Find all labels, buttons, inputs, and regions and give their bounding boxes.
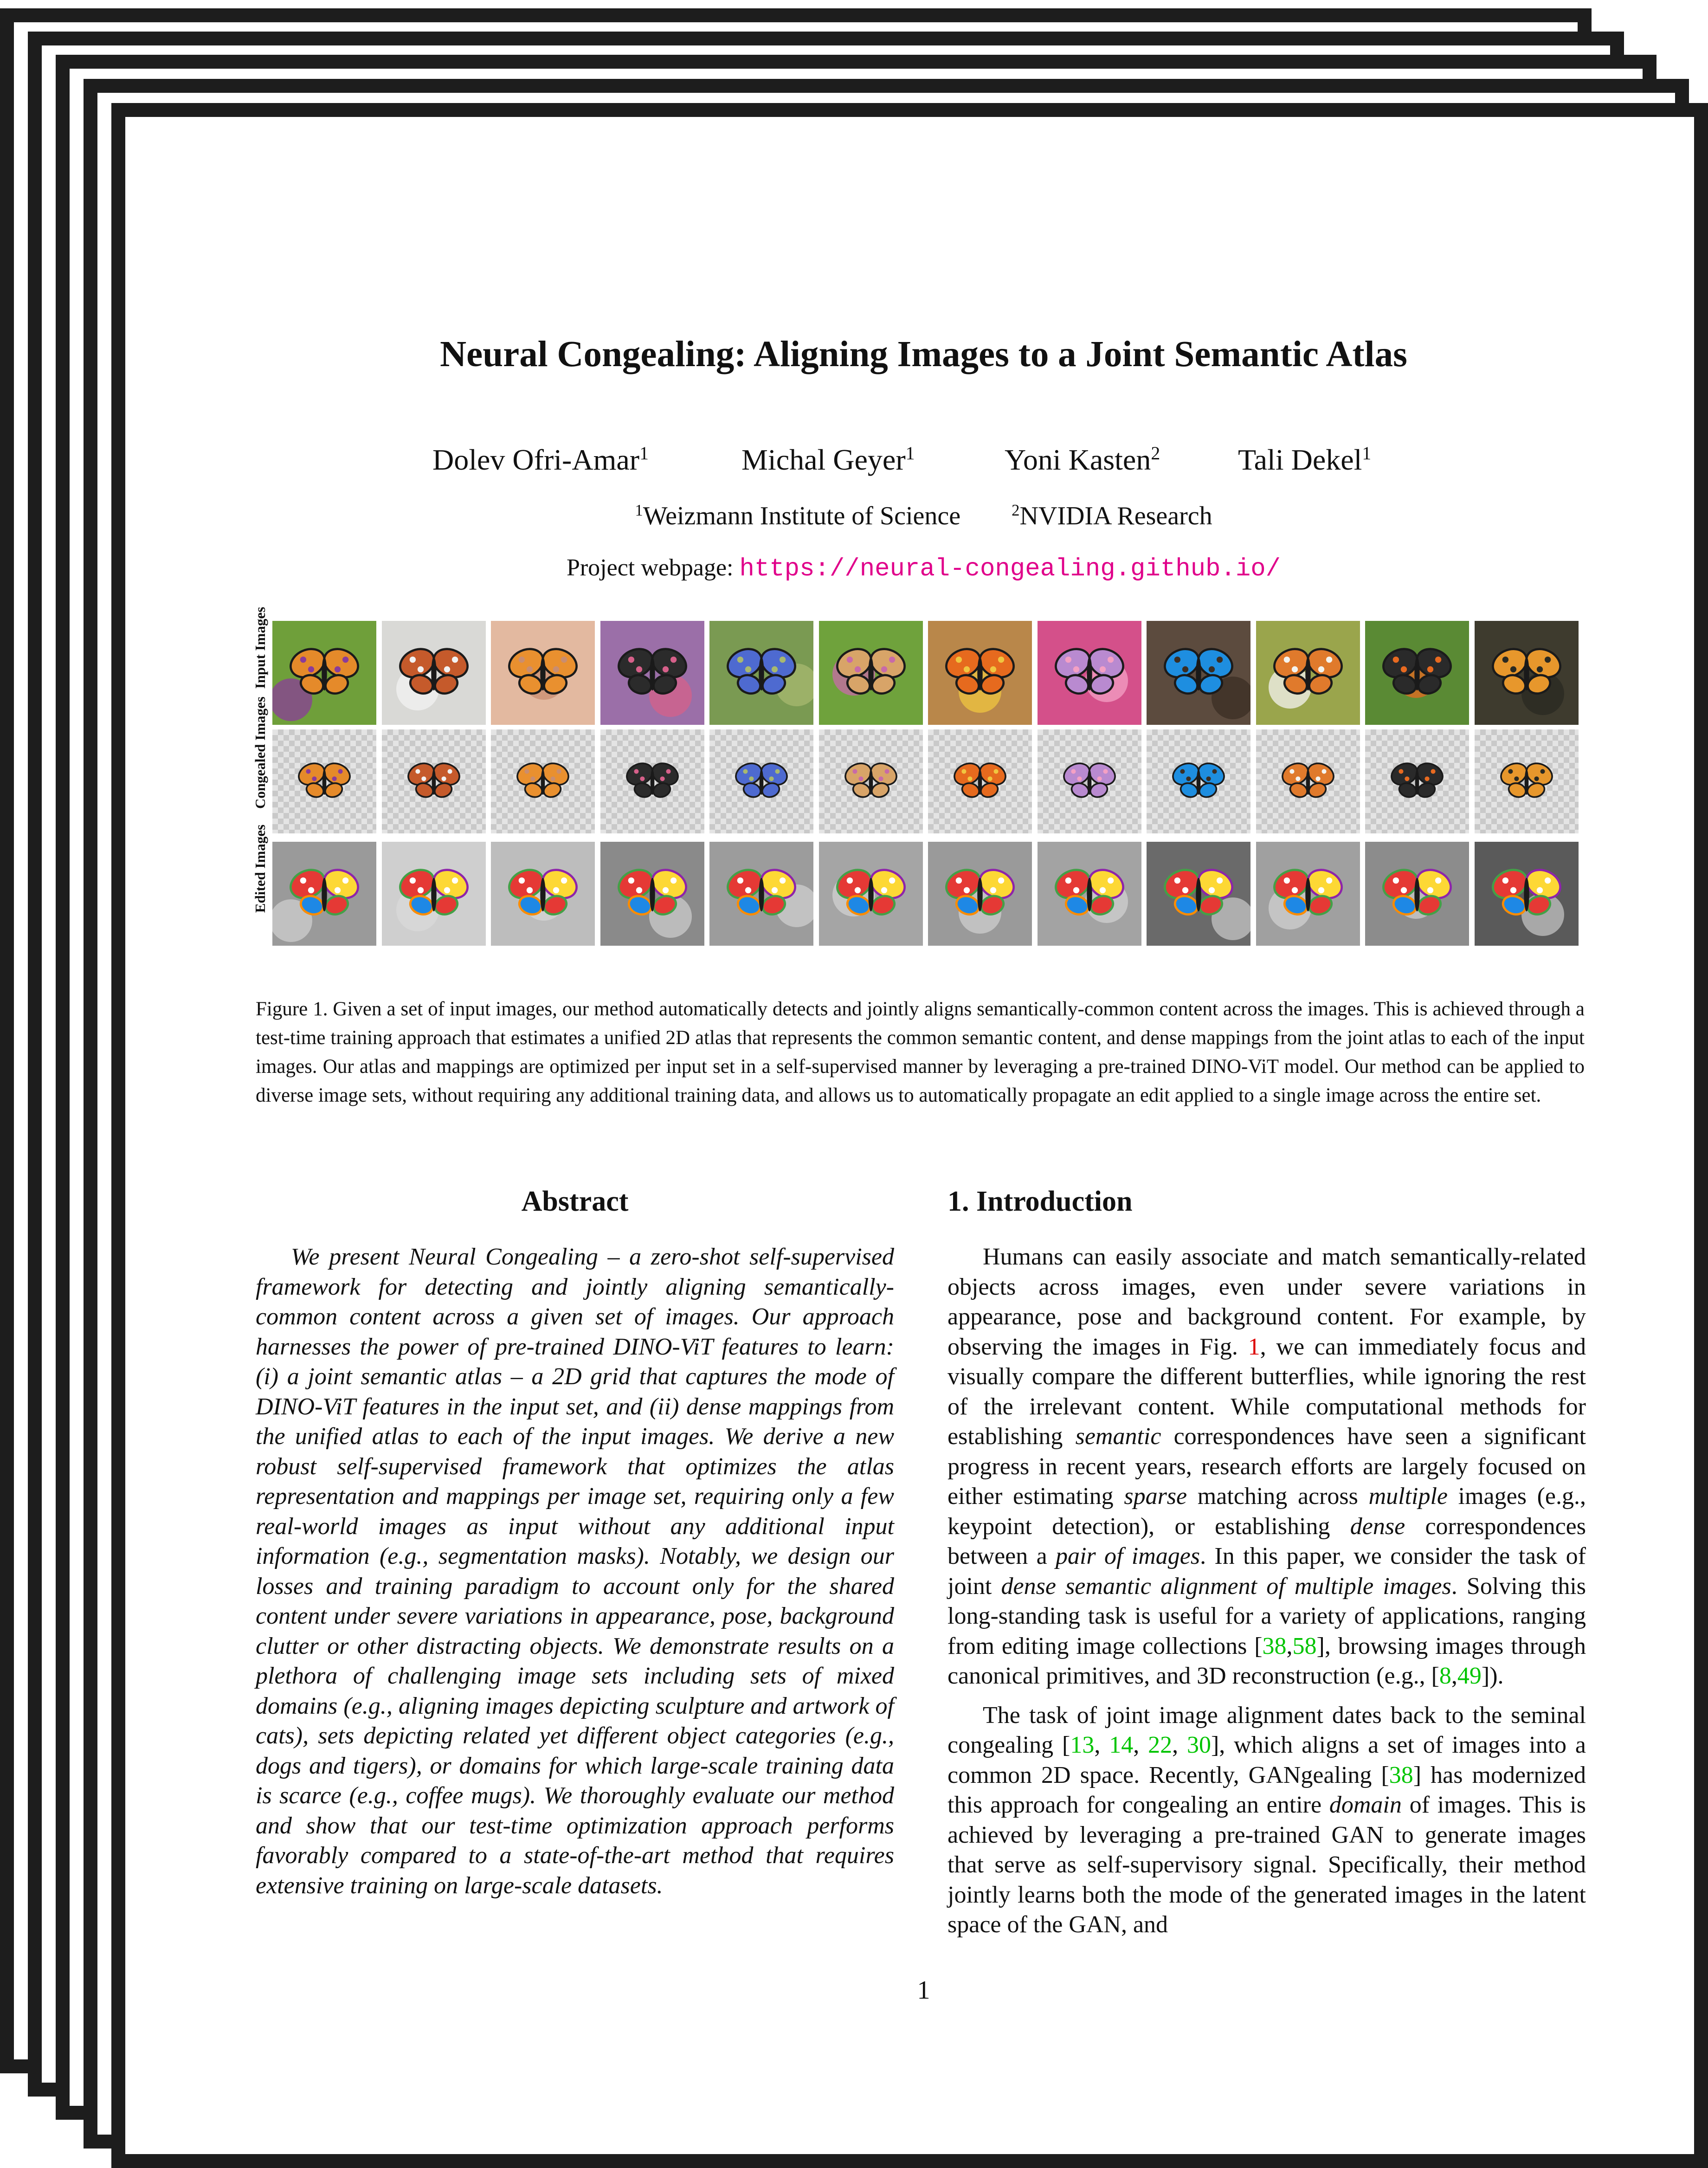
input-image [1475,621,1579,725]
input-image [382,621,486,725]
author [1005,443,1160,477]
citation-link[interactable]: 22 [1148,1732,1173,1758]
affil-mark: 1 [635,501,643,519]
author [432,443,649,477]
congealed-image [1256,729,1360,833]
congealed-image [272,729,376,833]
edited-image [928,842,1032,946]
edited-image [1038,842,1141,946]
congealed-image [600,729,704,833]
input-image [819,621,923,725]
citation-link[interactable]: 58 [1292,1632,1317,1659]
webpage-label: Project webpage: [566,555,734,581]
edited-image [819,842,923,946]
edited-image [709,842,813,946]
paper-title: Neural Congealing: Aligning Images to a Joint Semantic Atlas [440,334,1407,374]
author-affil-mark: 1 [639,443,649,464]
input-image [600,621,704,725]
project-webpage [125,554,1708,583]
input-image [1038,621,1141,725]
edited-image [1256,842,1360,946]
citation-link[interactable]: 13 [1070,1732,1095,1758]
edited-image [491,842,595,946]
citation-link[interactable]: 30 [1186,1732,1211,1758]
intro-heading: 1. Introduction [947,1186,1133,1217]
affil-mark: 2 [1012,501,1020,519]
input-image [491,621,595,725]
citation-link[interactable]: 8 [1439,1663,1451,1689]
abstract-text: We present Neural Congealing – a zero-shot self-supervised framework for detecting and jointly aligning semantically-common content across a given set of images. Our approach harnesses the power of pre-trained DINO-ViT features to learn: (i) a joint semantic atlas – a 2D grid that captures the mode of DINO-ViT features in the input set, and (ii) dense mappings from the unified atlas to each of the input images. We derive a new robust self-supervised framework that optimizes the atlas representation and mappings per image set, requiring only a few real-world images as input without any additional input information (e.g., segmentation masks). Notably, we design our losses and training paradigm to account only for the shared content under severe variations in appearance, pose, background clutter or other distracting objects. We demonstrate results on a plethora of challenging image sets including sets of mixed domains (e.g., aligning images depicting sculpture and artwork of cats), sets depicting related yet different object categories (e.g., dogs and tigers), or domains for which large-scale training data is scarce (e.g., coffee mugs). We thoroughly evaluate our method and show that our test-time optimization approach performs favorably compared to a state-of-the-art method that requires extensive training on large-scale datasets. [256,1244,894,1899]
author [741,443,915,477]
author [1238,443,1371,477]
edited-image [382,842,486,946]
edited-image [1475,842,1579,946]
input-image [1365,621,1469,725]
intro-paragraph-2: The task of joint image alignment dates back to the seminal congealing [13, 14, 22, 30], which aligns a set of images into a common 2D space. Recently, GANgealing [38] has modernized this approach for congealing an entire domain of images. This is achieved by leveraging a pre-trained GAN to generate images that serve as self-supervisory signal. Specifically, their method jointly learns both the mode of the generated images in the latent space of the GAN, and [947,1702,1586,1938]
congealed-image [491,729,595,833]
congealed-image [1365,729,1469,833]
intro-paragraph-1: Humans can easily associate and match semantically-related objects across images, even under severe variations in appearance, pose and background content. For example, by observing the images in Fig. 1, we can immediately focus and visually compare the different butterflies, while ignoring the rest of the irrelevant content. While computational methods for establishing semantic correspondences have seen a significant progress in recent years, research efforts are largely focused on either estimating sparse matching across multiple images (e.g., keypoint detection), or establishing dense correspondences between a pair of images. In this paper, we consider the task of joint dense semantic alignment of multiple images. Solving this long-standing task is useful for a variety of applications, ranging from editing image collections [38,58], browsing images through canonical primitives, and 3D reconstruction (e.g., [8,49]). [947,1244,1586,1689]
congealed-image [819,729,923,833]
congealed-image [382,729,486,833]
author-affil-mark: 1 [905,443,915,464]
paper-page [111,103,1708,2168]
affiliation-name: NVIDIA Research [1019,502,1212,530]
citation-link[interactable]: 49 [1457,1663,1482,1689]
input-image [928,621,1032,725]
affiliation-name: Weizmann Institute of Science [643,502,961,530]
page-number: 1 [917,1976,930,2005]
row-label-congealed: Congealed Images [252,697,268,809]
author-name: Yoni Kasten [1005,443,1151,476]
affiliations [125,501,1708,531]
author-affil-mark: 2 [1151,443,1160,464]
congealed-image [709,729,813,833]
row-label-input: Input Images [252,607,268,689]
edited-image [1147,842,1250,946]
author-affil-mark: 1 [1362,443,1372,464]
citation-link[interactable]: 38 [1262,1632,1287,1659]
figure-caption: Figure 1. Given a set of input images, our method automatically detects and jointly aligns semantically-common content across the images. This is achieved through a test-time training approach that estimates a unified 2D atlas that represents the common semantic content, and dense mappings from the joint atlas to each of the input images. Our atlas and mappings are optimized per input set in a self-supervised manner by leveraging a pre-trained DINO-ViT model. Our method can be applied to diverse image sets, without requiring any additional training data, and allows us to automatically propagate an edit applied to a single image across the entire set. [256,998,1585,1106]
author-name: Dolev Ofri-Amar [432,443,640,476]
webpage-link[interactable]: https://neural-congealing.github.io/ [739,555,1281,583]
author-name: Michal Geyer [741,443,906,476]
edited-image [600,842,704,946]
congealed-image [1038,729,1141,833]
abstract-heading: Abstract [521,1186,629,1217]
congealed-image [1147,729,1250,833]
edited-image [272,842,376,946]
input-image [1147,621,1250,725]
author-name: Tali Dekel [1238,443,1362,476]
intro-body [947,1242,1586,1940]
citation-link[interactable]: 38 [1389,1762,1413,1788]
congealed-image [928,729,1032,833]
citation-link[interactable]: 14 [1109,1732,1134,1758]
figure-ref-link[interactable]: 1 [1248,1333,1260,1360]
congealed-image [1475,729,1579,833]
input-image [709,621,813,725]
row-label-edited: Edited Images [252,824,268,913]
edited-image [1365,842,1469,946]
input-image [1256,621,1360,725]
abstract-body [256,1242,894,1901]
input-image [272,621,376,725]
